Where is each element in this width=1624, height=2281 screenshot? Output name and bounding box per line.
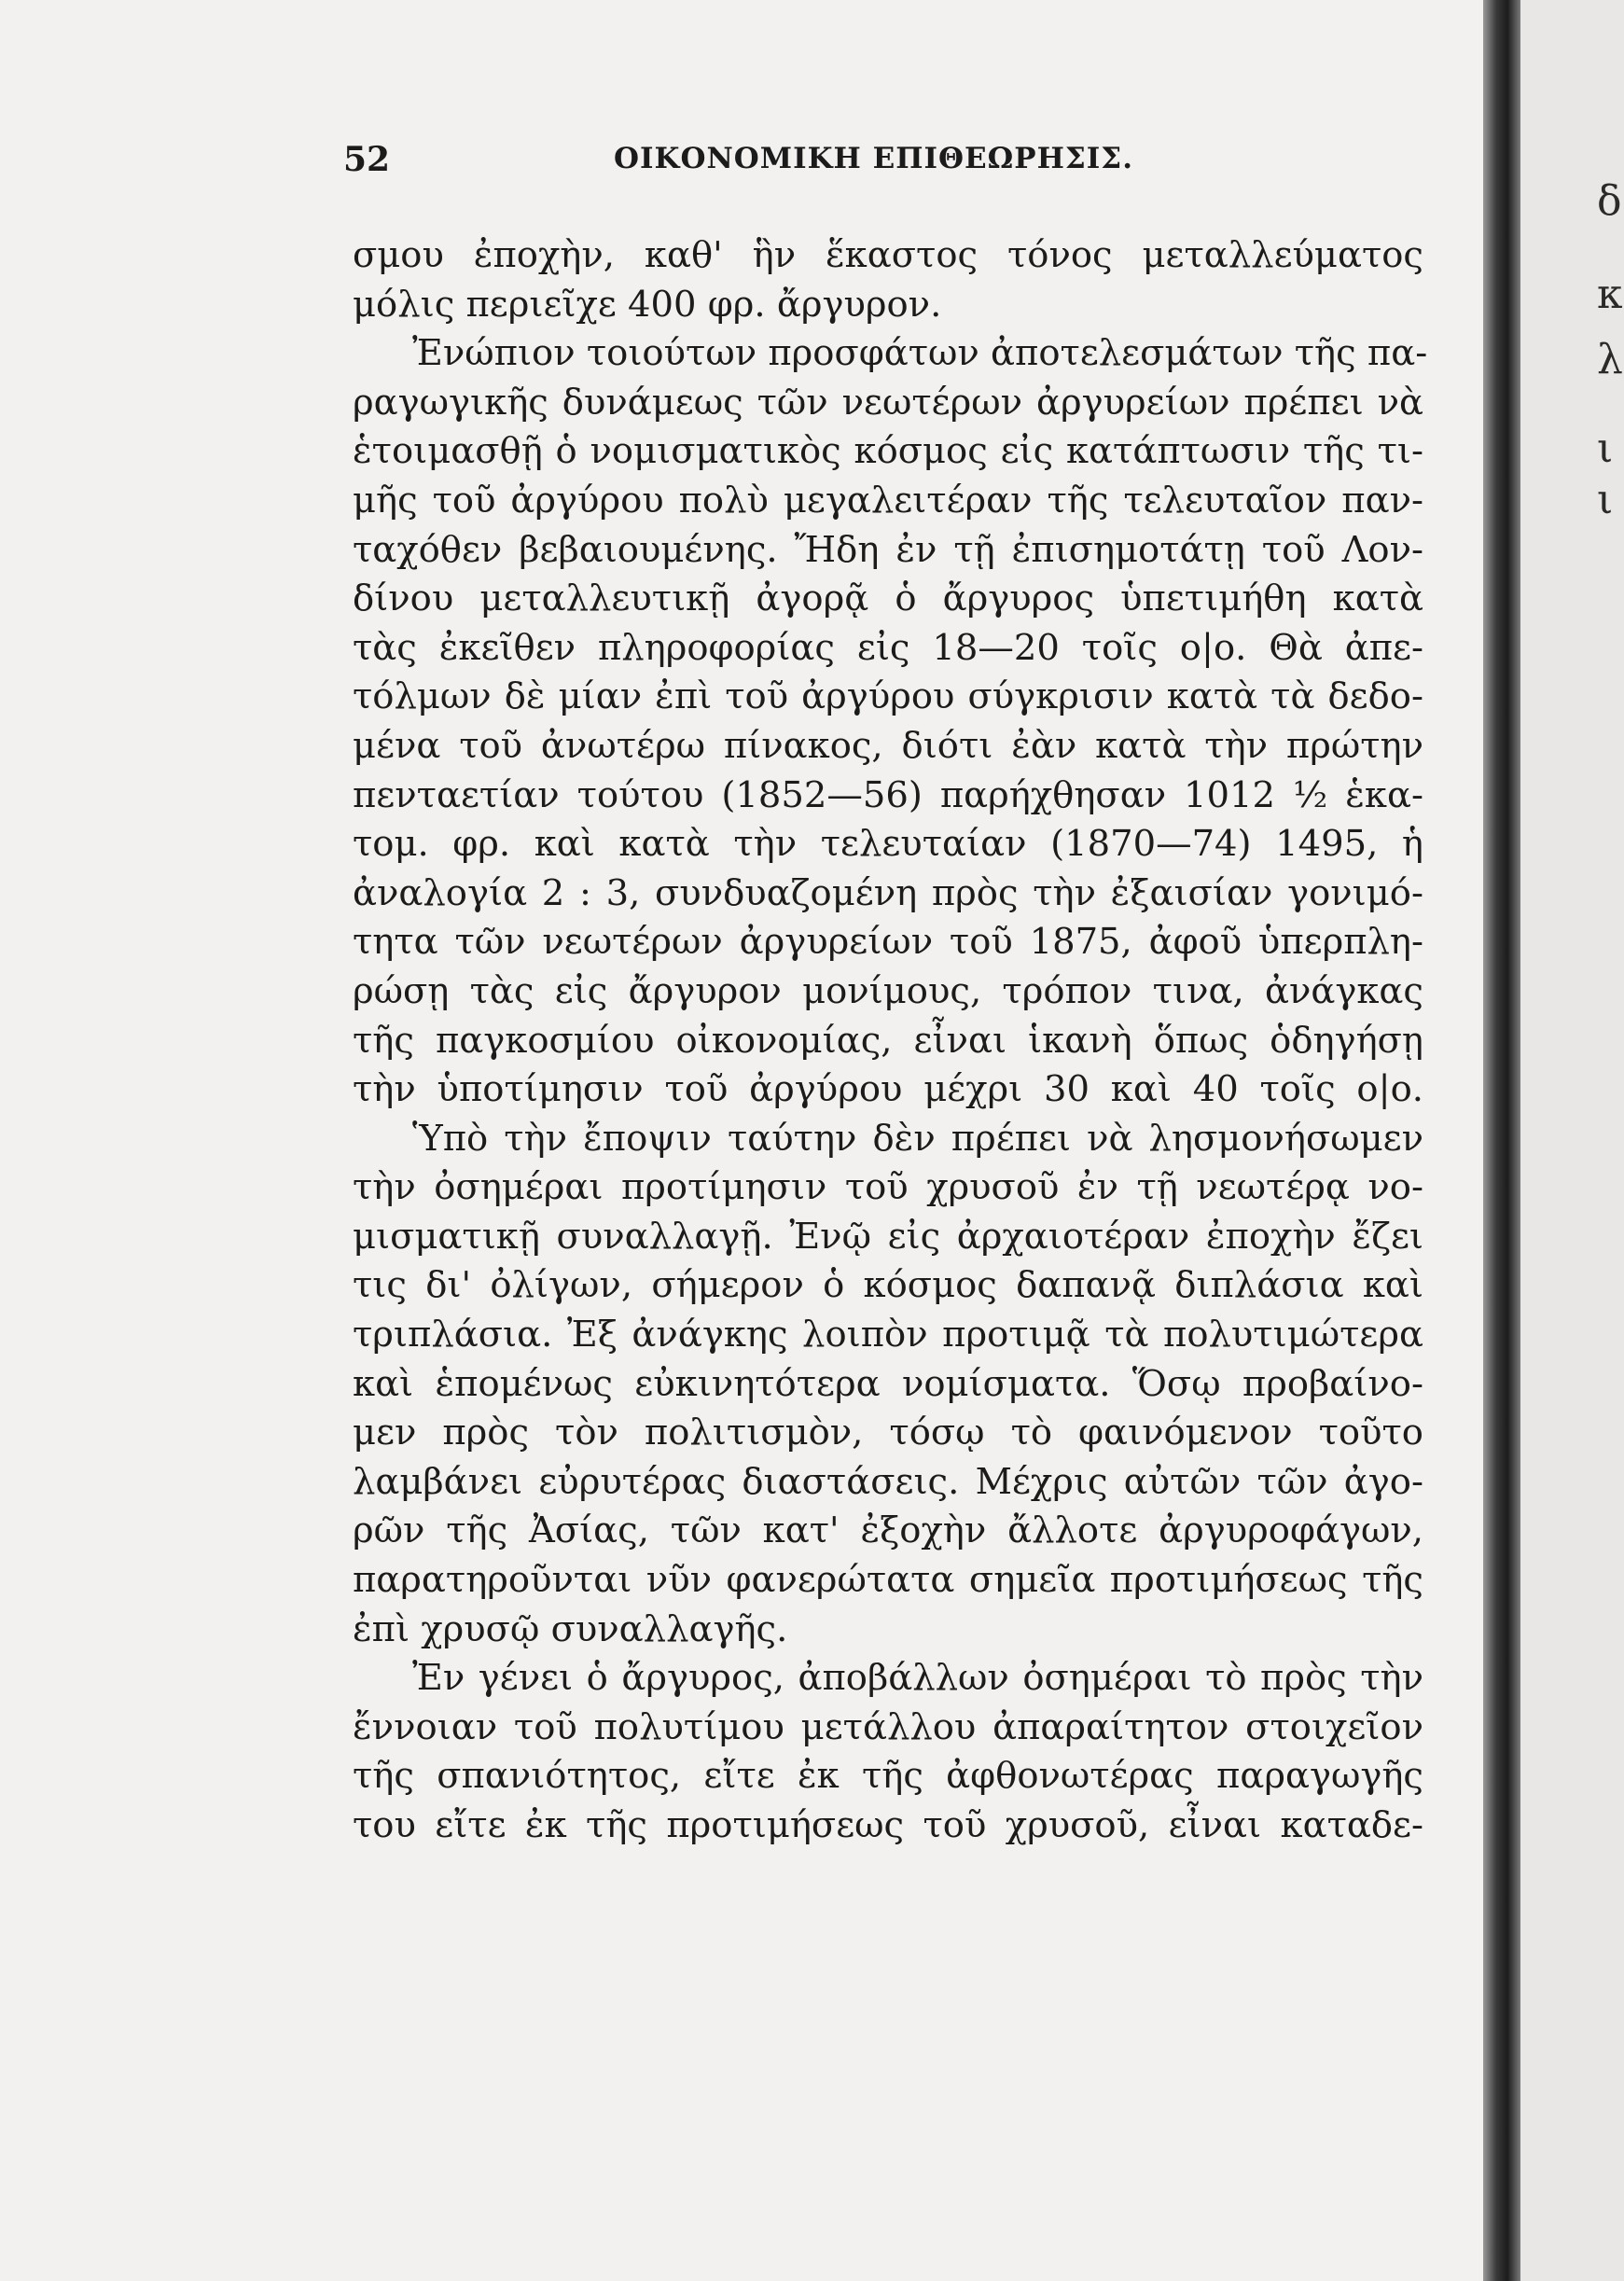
text-line: ταχόθεν βεβαιουμένης. Ἤδη ἐν τῇ ἐπισημοτάτῃ τοῦ Λον- bbox=[353, 528, 1423, 571]
text-line: πενταετίαν τούτου (1852—56) παρήχθησαν 1012 ½ ἑκα- bbox=[353, 773, 1423, 816]
running-title: ΟΙΚΟΝΟΜΙΚΗ ΕΠΙΘΕΩΡΗΣΙΣ. bbox=[614, 142, 1133, 175]
text-line: ἀναλογία 2 : 3, συνδυαζομένη πρὸς τὴν ἐξαισίαν γονιμό- bbox=[353, 871, 1423, 914]
page-header bbox=[343, 140, 1145, 196]
text-line: τητα τῶν νεωτέρων ἀργυρείων τοῦ 1875, ἀφοῦ ὑπερπλη- bbox=[353, 921, 1423, 964]
facing-page-char: κ bbox=[1597, 271, 1623, 318]
text-line: παρατηροῦνται νῦν φανερώτατα σημεῖα προτιμήσεως τῆς bbox=[353, 1559, 1423, 1602]
text-line: ρώσῃ τὰς εἰς ἄργυρον μονίμους, τρόπον τινα, ἀνάγκας bbox=[353, 969, 1423, 1012]
text-line: λαμβάνει εὐρυτέρας διαστάσεις. Μέχρις αὐτῶν τῶν ἀγο- bbox=[353, 1460, 1423, 1503]
text-line: ἔννοιαν τοῦ πολυτίμου μετάλλου ἀπαραίτητον στοιχεῖον bbox=[353, 1705, 1423, 1748]
text-line: δίνου μεταλλευτικῇ ἀγορᾷ ὁ ἄργυρος ὑπετιμήθη κατὰ bbox=[353, 577, 1423, 620]
text-line: τῆς σπανιότητος, εἴτε ἐκ τῆς ἀφθονωτέρας παραγωγῆς bbox=[353, 1755, 1423, 1798]
text-line: τομ. φρ. καὶ κατὰ τὴν τελευταίαν (1870—74) 1495, ἡ bbox=[353, 823, 1423, 866]
text-line: μένα τοῦ ἀνωτέρω πίνακος, διότι ἐὰν κατὰ τὴν πρώτην bbox=[353, 724, 1423, 767]
text-line: καὶ ἑπομένως εὐκινητότερα νομίσματα. Ὅσῳ προβαίνο- bbox=[353, 1362, 1423, 1405]
text-line: μεν πρὸς τὸν πολιτισμὸν, τόσῳ τὸ φαινόμενον τοῦτο bbox=[353, 1412, 1423, 1454]
text-line: μόλις περιεῖχε 400 φρ. ἄργυρον. bbox=[353, 283, 942, 326]
text-line: ἐπὶ χρυσῷ συναλλαγῆς. bbox=[353, 1607, 788, 1650]
facing-page-char: ι bbox=[1597, 476, 1614, 523]
facing-page-char: λ bbox=[1597, 336, 1623, 383]
text-line: τὰς ἐκεῖθεν πληροφορίας εἰς 18—20 τοῖς ο|ο. Θὰ ἀπε- bbox=[353, 626, 1423, 669]
text-line: τριπλάσια. Ἐξ ἀνάγκης λοιπὸν προτιμᾷ τὰ πολυτιμώτερα bbox=[353, 1314, 1423, 1356]
text-line: ἑτοιμασθῇ ὁ νομισματικὸς κόσμος εἰς κατάπτωσιν τῆς τι- bbox=[353, 430, 1423, 473]
text-line: Ἐνώπιον τοιούτων προσφάτων ἀποτελεσμάτων τῆς πα- bbox=[412, 332, 1428, 375]
text-line: του εἴτε ἐκ τῆς προτιμήσεως τοῦ χρυσοῦ, εἶναι καταδε- bbox=[353, 1804, 1423, 1846]
text-line: ρῶν τῆς Ἀσίας, τῶν κατ' ἐξοχὴν ἄλλοτε ἀργυροφάγων, bbox=[353, 1509, 1423, 1552]
facing-page-char: δ bbox=[1597, 177, 1622, 225]
text-line: μισματικῇ συναλλαγῇ. Ἐνῷ εἰς ἀρχαιοτέραν ἐποχὴν ἔζει bbox=[353, 1215, 1423, 1258]
facing-page-char: ι bbox=[1597, 424, 1614, 472]
text-line: τόλμων δὲ μίαν ἐπὶ τοῦ ἀργύρου σύγκρισιν κατὰ τὰ δεδο- bbox=[353, 675, 1423, 718]
text-line: Ἐν γένει ὁ ἄργυρος, ἀποβάλλων ὀσημέραι τὸ πρὸς τὴν bbox=[412, 1657, 1423, 1700]
text-line: τὴν ὀσημέραι προτίμησιν τοῦ χρυσοῦ ἐν τῇ νεωτέρᾳ νο- bbox=[353, 1166, 1423, 1209]
text-line: τῆς παγκοσμίου οἰκονομίας, εἶναι ἱκανὴ ὅπως ὁδηγήσῃ bbox=[353, 1019, 1423, 1062]
text-line: ραγωγικῆς δυνάμεως τῶν νεωτέρων ἀργυρείων πρέπει νὰ bbox=[353, 381, 1423, 424]
book-gutter bbox=[1483, 0, 1520, 2281]
text-line: τὴν ὑποτίμησιν τοῦ ἀργύρου μέχρι 30 καὶ 40 τοῖς ο|ο. bbox=[353, 1068, 1423, 1111]
text-line: Ὑπὸ τὴν ἔποψιν ταύτην δὲν πρέπει νὰ λησμονήσωμεν bbox=[412, 1117, 1423, 1160]
text-line: σμου ἐποχὴν, καθ' ἣν ἕκαστος τόνος μεταλλεύματος bbox=[353, 234, 1423, 276]
text-line: τις δι' ὀλίγων, σήμερον ὁ κόσμος δαπανᾷ διπλάσια καὶ bbox=[353, 1264, 1423, 1307]
page-number: 52 bbox=[343, 140, 391, 179]
body-text bbox=[353, 231, 1428, 1851]
text-line: μῆς τοῦ ἀργύρου πολὺ μεγαλειτέραν τῆς τελευταῖον παν- bbox=[353, 479, 1423, 522]
